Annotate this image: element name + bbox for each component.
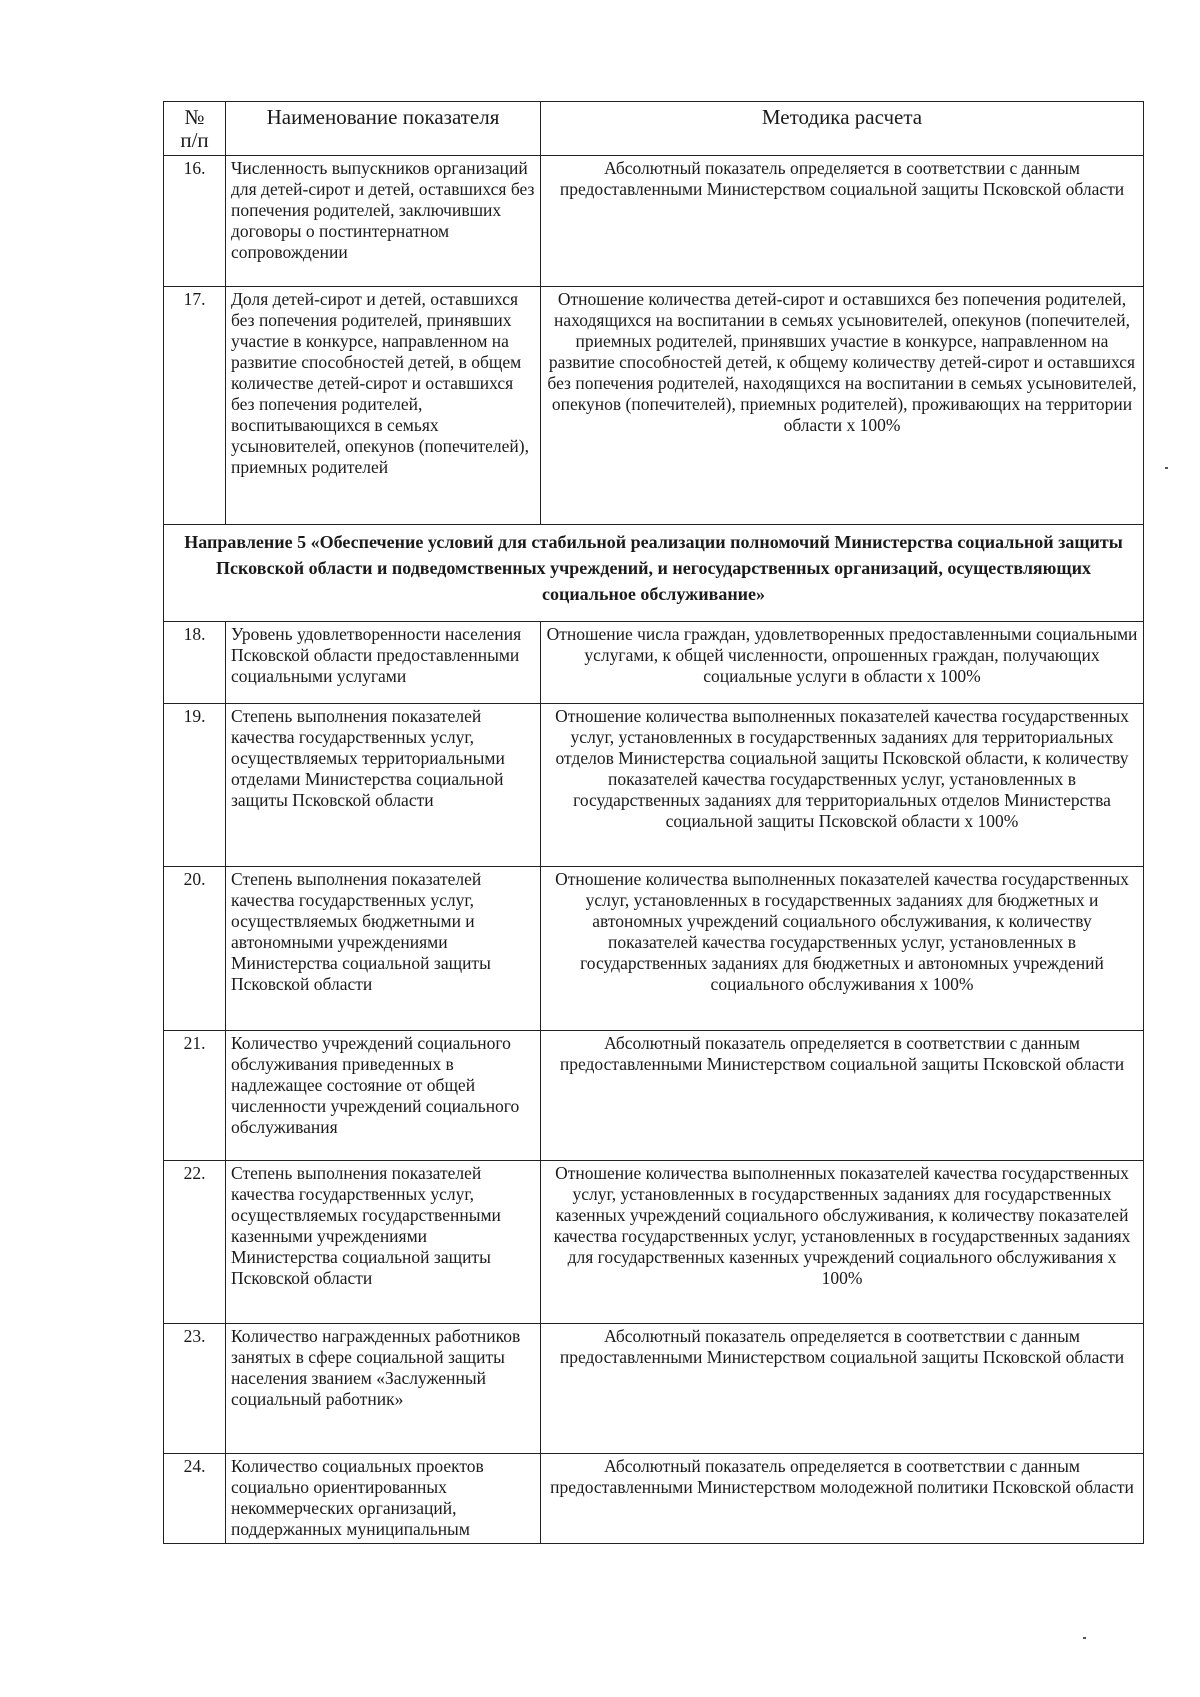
table-row [164, 704, 1144, 867]
row-indicator-name: Степень выполнения показателей качества государственных услуг, осуществляемых государственными казенными учреждениями Министерства социальной защиты Псковской области [226, 1161, 541, 1324]
table-row [164, 287, 1144, 525]
table-header-row [164, 102, 1144, 156]
row-number: 23. [164, 1324, 226, 1454]
row-number: 18. [164, 622, 226, 704]
row-indicator-name: Количество учреждений социального обслуживания приведенных в надлежащее состояние от общей численности учреждений социального обслуживания [226, 1031, 541, 1161]
row-number: 17. [164, 287, 226, 525]
header-number: № п/п [164, 102, 226, 156]
row-number: 24. [164, 1454, 226, 1544]
table-row [164, 1324, 1144, 1454]
row-calculation-method: Отношение числа граждан, удовлетворенных предоставленными социальными услугами, к общей численности, опрошенных граждан, получающих социальные услуги в области х 100% [541, 622, 1144, 704]
table-row [164, 1454, 1144, 1544]
row-number: 16. [164, 156, 226, 287]
row-number: 22. [164, 1161, 226, 1324]
row-calculation-method: Абсолютный показатель определяется в соответствии с данным предоставленными Министерством социальной защиты Псковской области [541, 1324, 1144, 1454]
row-indicator-name: Степень выполнения показателей качества государственных услуг, осуществляемых бюджетными и автономными учреждениями Министерства социальной защиты Псковской области [226, 867, 541, 1031]
row-calculation-method: Абсолютный показатель определяется в соответствии с данным предоставленными Министерством молодежной политики Псковской области [541, 1454, 1144, 1544]
row-indicator-name: Степень выполнения показателей качества государственных услуг, осуществляемых территориальными отделами Министерства социальной защиты Псковской области [226, 704, 541, 867]
row-calculation-method: Отношение количества выполненных показателей качества государственных услуг, установленных в государственных заданиях для территориальных отделов Министерства социальной защиты Псковской области, к количеству показателей качества государственных услуг, установленных в государственных заданиях для территориальных отделов Министерства социальной защиты Псковской области х 100% [541, 704, 1144, 867]
section-5-title: Направление 5 «Обеспечение условий для стабильной реализации полномочий Министерства социальной защиты Псковской области и подведомственных учреждений, и негосударственных организаций, осуществляющих социальное обслуживание» [164, 525, 1144, 622]
table-row [164, 622, 1144, 704]
row-number: 21. [164, 1031, 226, 1161]
header-indicator-name: Наименование показателя [226, 102, 541, 156]
row-indicator-name: Уровень удовлетворенности населения Псковской области предоставленными социальными услугами [226, 622, 541, 704]
row-number: 19. [164, 704, 226, 867]
table-row [164, 156, 1144, 287]
row-calculation-method: Отношение количества детей-сирот и оставшихся без попечения родителей, находящихся на воспитании в семьях усыновителей, опекунов (попечителей, приемных родителей, принявших участие в конкурсе, направленном на развитие способностей детей, к общему количеству детей-сирот и оставшихся без попечения родителей, находящихся на воспитании в семьях усыновителей, опекунов (попечителей), приемных родителей), проживающих на территории области х 100% [541, 287, 1144, 525]
header-calculation-method: Методика расчета [541, 102, 1144, 156]
row-calculation-method: Абсолютный показатель определяется в соответствии с данным предоставленными Министерством социальной защиты Псковской области [541, 1031, 1144, 1161]
row-indicator-name: Количество награжденных работников занятых в сфере социальной защиты населения званием «Заслуженный социальный работник» [226, 1324, 541, 1454]
row-indicator-name: Количество социальных проектов социально ориентированных некоммерческих организаций, поддержанных муниципальным [226, 1454, 541, 1544]
table-row [164, 1031, 1144, 1161]
scan-speck [1165, 467, 1168, 469]
scan-speck [1083, 1637, 1086, 1639]
row-calculation-method: Отношение количества выполненных показателей качества государственных услуг, установленных в государственных заданиях для бюджетных и автономных учреждений социального обслуживания, к количеству показателей качества государственных услуг, установленных в государственных заданиях для бюджетных и автономных учреждений социального обслуживания х 100% [541, 867, 1144, 1031]
row-number: 20. [164, 867, 226, 1031]
row-indicator-name: Доля детей-сирот и детей, оставшихся без попечения родителей, принявших участие в конкурсе, направленном на развитие способностей детей, в общем количестве детей-сирот и оставшихся без попечения родителей, воспитывающихся в семьях усыновителей, опекунов (попечителей), приемных родителей [226, 287, 541, 525]
section-heading-row [164, 525, 1144, 622]
table-row [164, 867, 1144, 1031]
indicators-table [163, 101, 1144, 1544]
document-page [163, 101, 1143, 1544]
row-indicator-name: Численность выпускников организаций для детей-сирот и детей, оставшихся без попечения родителей, заключивших договоры о постинтернатном сопровождении [226, 156, 541, 287]
row-calculation-method: Абсолютный показатель определяется в соответствии с данным предоставленными Министерством социальной защиты Псковской области [541, 156, 1144, 287]
table-row [164, 1161, 1144, 1324]
row-calculation-method: Отношение количества выполненных показателей качества государственных услуг, установленных в государственных заданиях для государственных казенных учреждений социального обслуживания, к количеству показателей качества государственных услуг, установленных в государственных заданиях для государственных казенных учреждений социального обслуживания х 100% [541, 1161, 1144, 1324]
